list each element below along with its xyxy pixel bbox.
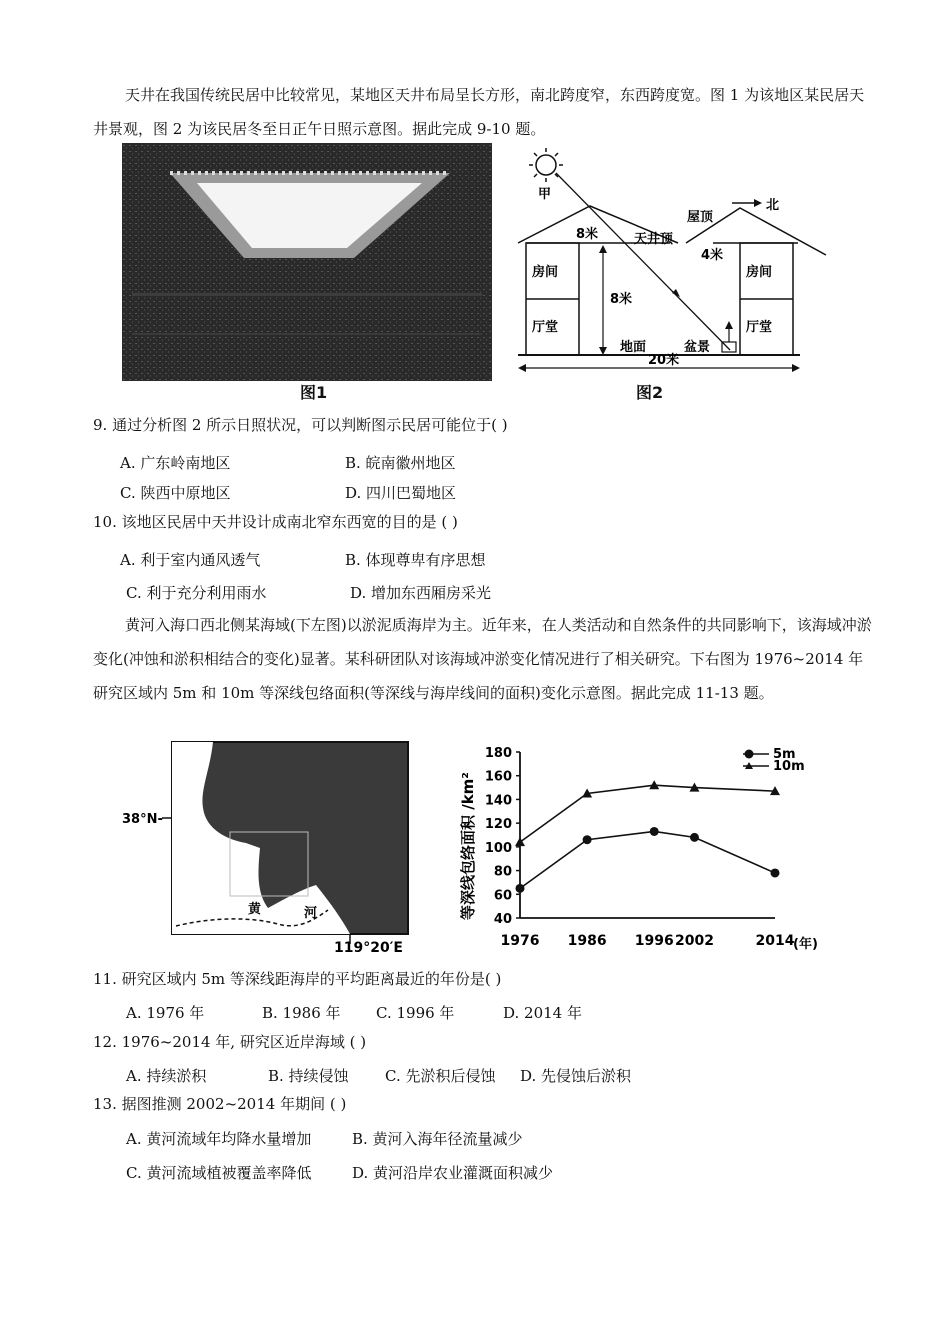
x-tick-label-1996: 1996 (634, 933, 674, 949)
north-label: 北 (766, 198, 780, 213)
chart-x-axis-label: (年) (793, 937, 818, 952)
y-tick-label-180: 180 (484, 746, 512, 761)
y-tick-label-120: 120 (484, 817, 512, 833)
chart-y-axis-label: 等深线包络面积 /km² (459, 772, 477, 920)
figure-2-diagram (508, 143, 830, 381)
left-eave-label: 8米 (576, 227, 599, 242)
question-10-stem: 10. 该地区民居中天井设计成南北窄东西宽的目的是 ( ) (93, 513, 458, 531)
x-tick-label-1986: 1986 (567, 933, 607, 949)
y-tick-label-60: 60 (493, 888, 512, 904)
q10-option-a: A. 利于室内通风透气 (120, 551, 261, 569)
river-label-2: 河 (304, 906, 318, 921)
question-13-stem: 13. 据图推测 2002~2014 年期间 ( ) (93, 1095, 347, 1113)
depth-contour-chart (455, 740, 835, 955)
chart-legend (743, 747, 805, 774)
legend-10m-label: 10m (773, 759, 805, 774)
series-line-5m (520, 831, 775, 888)
point-5m-2014 (771, 868, 780, 877)
figure-1-photo (122, 143, 492, 381)
x-tick-label-2014: 2014 (755, 933, 795, 949)
q13-option-b: B. 黄河入海年径流量减少 (352, 1130, 523, 1148)
height-label: 8米 (610, 292, 633, 307)
question-9-stem: 9. 通过分析图 2 所示日照状况，可以判断图示民居可能位于( ) (93, 416, 508, 434)
q9-option-a: A. 广东岭南地区 (120, 454, 231, 472)
point-5m-1976 (516, 884, 525, 893)
y-tick-label-40: 40 (493, 912, 512, 927)
ground-label: 地面 (620, 340, 647, 355)
q13-option-d: D. 黄河沿岸农业灌溉面积减少 (352, 1164, 554, 1182)
q12-option-a: A. 持续淤积 (126, 1067, 207, 1085)
latitude-label: 38°N- (122, 812, 163, 827)
right-room-label: 房间 (746, 265, 773, 280)
q11-option-a: A. 1976 年 (126, 1004, 205, 1022)
river-label-1: 黄 (248, 902, 262, 917)
intro-paragraph-2: 黄河入海口西北侧某海域(下左图)以淤泥质海岸为主。近年来，在人类活动和自然条件的共同影响下，该海域冲淤变化(冲蚀和淤积相结合的变化)显著。某科研团队对该海域冲淤变化情况进行了相关研究。下右图为 1976~2014 年研究区域内 5m 和 10m 等深线包络面积(等深线与海岸线间的面积)变化示意图。据此完成 11-13 题。 (93, 616, 872, 702)
ridge-label: 屋顶 (687, 210, 714, 225)
q12-option-b: B. 持续侵蚀 (268, 1067, 349, 1085)
point-5m-1986 (583, 835, 592, 844)
question-12-stem: 12. 1976~2014 年, 研究区近岸海域 ( ) (93, 1033, 367, 1051)
intro-paragraph-1: 天井在我国传统民居中比较常见，某地区天井布局呈长方形，南北跨度窄，东西跨度宽。图 1 为该地区某民居天井景观，图 2 为该民居冬至日正午日照示意图。据此完成 9-10 题。 (93, 86, 865, 138)
q13-option-a: A. 黄河流域年均降水量增加 (126, 1130, 312, 1148)
q10-option-b: B. 体现尊卑有序思想 (345, 551, 486, 569)
legend-5m-label: 5m (773, 747, 796, 762)
y-tick-label-100: 100 (484, 840, 512, 856)
point-5m-1996 (650, 827, 659, 836)
point-5m-2002 (690, 833, 699, 842)
x-tick-label-2002: 2002 (674, 933, 714, 949)
width-label: 20米 (648, 353, 680, 368)
q12-option-d: D. 先侵蚀后淤积 (520, 1067, 632, 1085)
right-hall-label: 厅堂 (746, 320, 773, 335)
q10-option-c: C. 利于充分利用雨水 (126, 584, 267, 602)
q9-option-b: B. 皖南徽州地区 (345, 454, 456, 472)
figure-1-caption: 图1 (300, 383, 328, 402)
q9-option-c: C. 陕西中原地区 (120, 484, 231, 502)
sun-label: 甲 (538, 187, 552, 202)
q9-option-d: D. 四川巴蜀地区 (345, 484, 457, 502)
yellow-river-map (118, 740, 420, 955)
sun-icon (529, 148, 563, 182)
point-10m-1976 (515, 837, 525, 846)
legend-5m-marker (745, 750, 754, 759)
series-line-10m (520, 785, 775, 842)
y-tick-label-80: 80 (493, 864, 512, 880)
q11-option-b: B. 1986 年 (262, 1004, 341, 1022)
longitude-label: 119°20′E (334, 940, 403, 955)
right-eave-label: 4米 (701, 248, 724, 263)
q12-option-c: C. 先淤积后侵蚀 (385, 1067, 496, 1085)
q11-option-d: D. 2014 年 (503, 1004, 582, 1022)
left-hall-label: 厅堂 (532, 320, 559, 335)
q13-option-c: C. 黄河流域植被覆盖率降低 (126, 1164, 312, 1182)
skylight-label: 天井顶 (634, 232, 674, 247)
question-11-stem: 11. 研究区域内 5m 等深线距海岸的平均距离最近的年份是( ) (93, 970, 502, 988)
figure-2-caption: 图2 (636, 383, 664, 402)
y-tick-label-160: 160 (484, 769, 512, 785)
left-room-label: 房间 (532, 265, 559, 280)
q11-option-c: C. 1996 年 (376, 1004, 455, 1022)
q10-option-d: D. 增加东西厢房采光 (350, 584, 492, 602)
y-tick-label-140: 140 (484, 793, 512, 809)
plant-label: 盆景 (684, 340, 711, 355)
x-tick-label-1976: 1976 (500, 933, 540, 949)
